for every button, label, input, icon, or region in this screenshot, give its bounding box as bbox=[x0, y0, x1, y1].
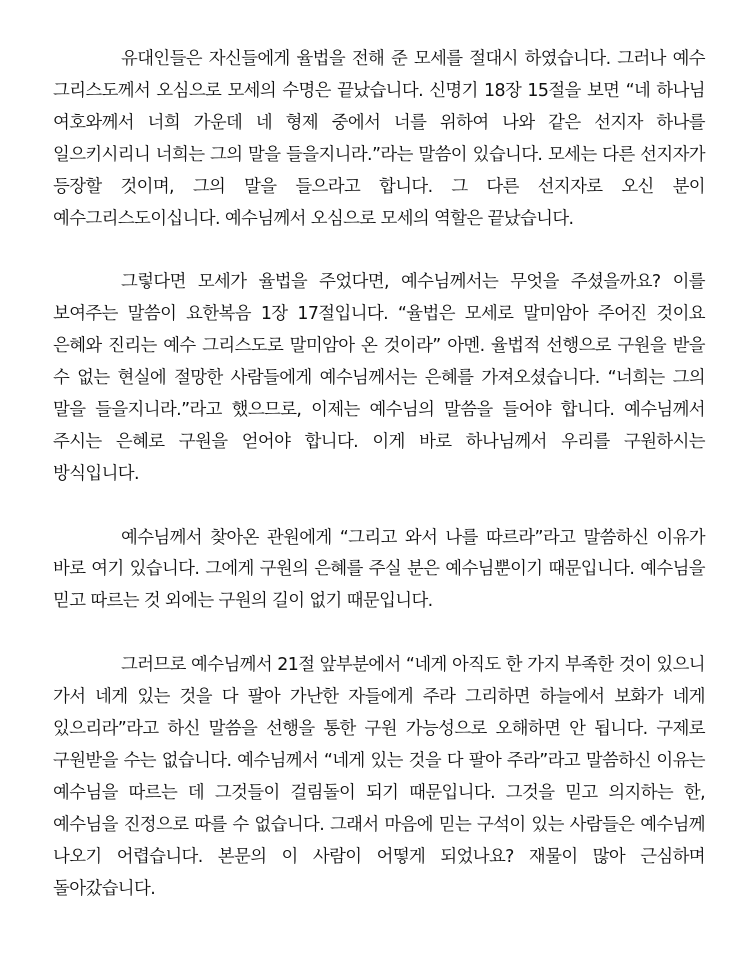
paragraph-law-and-grace: 그렇다면 모세가 율법을 주었다면, 예수님께서는 무엇을 주셨을까요? 이를 보여주는 말씀이 요한복음 1장 17절입니다. “율법은 모세로 말미암아 주어진 것이요 은혜와 진리는 예수 그리스도로 말미암아 온 것이라” 아멘. 율법적 선행으로 구원을 받을 수 없는 현실에 절망한 사람들에게 예수님께서는 은혜를 가져오셨습니다. “너희는 그의 말을 들을지니라.”라고 했으므로, 이제는 예수님의 말씀을 들어야 합니다. 예수님께서 주시는 은혜로 구원을 얻어야 합니다. 이게 바로 하나님께서 우리를 구원하시는 방식입니다. bbox=[53, 272, 705, 484]
paragraph-sell-possessions: 그러므로 예수님께서 21절 앞부분에서 “네게 아직도 한 가지 부족한 것이 있으니 가서 네게 있는 것을 다 팔아 가난한 자들에게 주라 그리하면 하늘에서 보화가 네게 있으리라”라고 하신 말씀을 선행을 통한 구원 가능성으로 오해하면 안 됩니다. 구제로 구원받을 수는 없습니다. 예수님께서 “네게 있는 것을 다 팔아 주라”라고 말씀하신 이유는 예수님을 따르는 데 그것들이 걸림돌이 되기 때문입니다. 그것을 믿고 의지하는 한, 예수님을 진정으로 따를 수 없습니다. 그래서 마음에 믿는 구석이 있는 사람들은 예수님께 나오기 어렵습니다. 본문의 이 사람이 어떻게 되었나요? 재물이 많아 근심하며 돌아갔습니다. bbox=[53, 655, 705, 899]
paragraph-follow-me: 예수님께서 찾아온 관원에게 “그리고 와서 나를 따르라”라고 말씀하신 이유가 바로 여기 있습니다. 그에게 구원의 은혜를 주실 분은 예수님뿐이기 때문입니다. 예수님을 믿고 따르는 것 외에는 구원의 길이 없기 때문입니다. bbox=[53, 527, 705, 612]
document-body bbox=[53, 44, 705, 905]
paragraph-moses-and-christ: 유대인들은 자신들에게 율법을 전해 준 모세를 절대시 하였습니다. 그러나 예수 그리스도께서 오심으로 모세의 수명은 끝났습니다. 신명기 18장 15절을 보면 “네 하나님 여호와께서 너희 가운데 네 형제 중에서 너를 위하여 나와 같은 선지자 하나를 일으키시리니 너희는 그의 말을 들을지니라.”라는 말씀이 있습니다. 모세는 다른 선지자가 등장할 것이며, 그의 말을 들으라고 합니다. 그 다른 선지자로 오신 분이 예수그리스도이십니다. 예수님께서 오심으로 모세의 역할은 끝났습니다. bbox=[53, 49, 705, 229]
